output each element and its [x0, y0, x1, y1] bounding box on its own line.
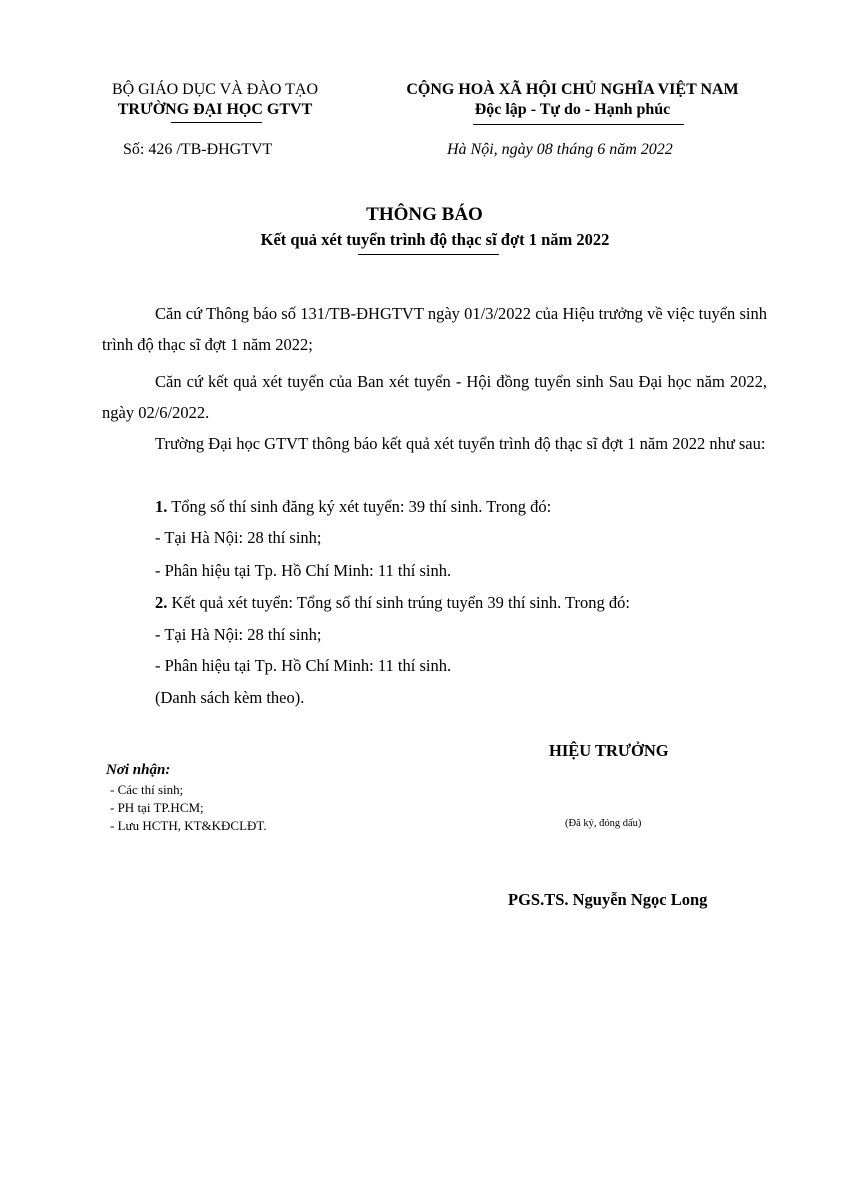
- item-1-text: Tổng số thí sinh đăng ký xét tuyển: 39 thí sinh. Trong đó:: [167, 497, 552, 516]
- paragraph-announcement: Trường Đại học GTVT thông báo kết quả xét tuyển trình độ thạc sĩ đợt 1 năm 2022 như sau:: [155, 434, 766, 453]
- attached-note: (Danh sách kèm theo).: [155, 688, 305, 707]
- header-left: [100, 80, 330, 120]
- item-2-text: Kết quả xét tuyển: Tổng số thí sinh trúng tuyển 39 thí sinh. Trong đó:: [167, 593, 630, 612]
- item-2: [155, 593, 630, 613]
- ministry-name: BỘ GIÁO DỤC VÀ ĐÀO TẠO: [111, 81, 319, 98]
- paragraph-basis-2: Căn cứ kết quả xét tuyển của Ban xét tuyển - Hội đồng tuyển sinh Sau Đại học năm 2022, ngày 02/6/2022.: [102, 372, 767, 422]
- item-2-hanoi: - Tại Hà Nội: 28 thí sinh;: [155, 625, 322, 644]
- subtitle-underline: [358, 254, 499, 255]
- document-date: Hà Nội, ngày 08 tháng 6 năm 2022: [447, 141, 673, 158]
- recipient-item: - PH tại TP.HCM;: [110, 800, 204, 815]
- motto-underline: [473, 124, 684, 125]
- item-1-number: 1.: [155, 497, 168, 516]
- school-underline: [171, 122, 262, 123]
- document-subtitle: Kết quả xét tuyển trình độ thạc sĩ đợt 1 năm 2022: [260, 230, 610, 249]
- recipient-item: - Lưu HCTH, KT&KĐCLĐT.: [110, 818, 267, 833]
- item-1: [155, 497, 551, 517]
- signer-position: HIỆU TRƯỞNG: [549, 741, 669, 760]
- signer-name: PGS.TS. Nguyễn Ngọc Long: [508, 890, 708, 909]
- national-motto: Độc lập - Tự do - Hạnh phúc: [474, 101, 671, 118]
- item-2-number: 2.: [155, 593, 168, 612]
- item-1-hanoi: - Tại Hà Nội: 28 thí sinh;: [155, 528, 322, 547]
- school-name: TRƯỜNG ĐẠI HỌC GTVT: [117, 101, 313, 118]
- paragraph-basis-1: Căn cứ Thông báo số 131/TB-ĐHGTVT ngày 01/3/2022 của Hiệu trưởng về việc tuyển sinh trình độ thạc sĩ đợt 1 năm 2022;: [102, 304, 767, 354]
- country-name: CỘNG HOÀ XÃ HỘI CHỦ NGHĨA VIỆT NAM: [406, 81, 739, 98]
- header-right: [385, 80, 760, 120]
- signed-status: (Đã ký, đóng dấu): [565, 818, 642, 829]
- recipient-item: - Các thí sinh;: [110, 782, 184, 797]
- recipients-title: Nơi nhận:: [106, 762, 171, 778]
- item-1-hcm: - Phân hiệu tại Tp. Hồ Chí Minh: 11 thí sinh.: [155, 561, 452, 580]
- item-2-hcm: - Phân hiệu tại Tp. Hồ Chí Minh: 11 thí sinh.: [155, 656, 452, 675]
- document-title: THÔNG BÁO: [366, 204, 483, 225]
- document-number: Số: 426 /TB-ĐHGTVT: [123, 141, 273, 158]
